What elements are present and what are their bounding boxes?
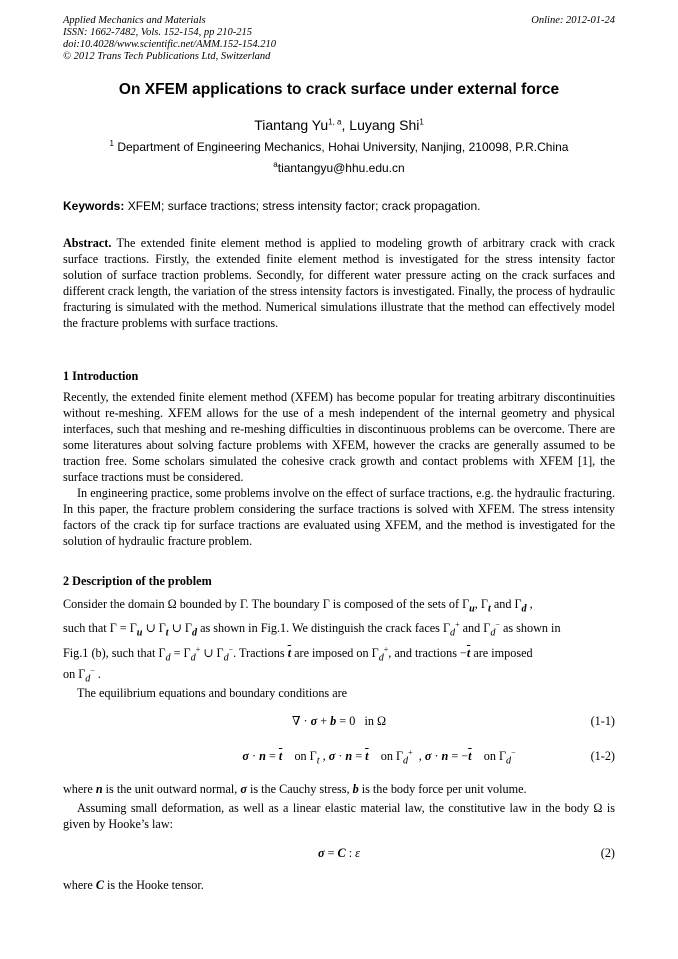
- affiliation-sup: 1: [109, 139, 114, 148]
- text-run: ∪ Γ: [142, 621, 166, 635]
- text-run: Fig.1 (b), such that Γ: [63, 646, 166, 660]
- text-run: ,: [474, 597, 481, 611]
- text-run: is the body force per unit volume.: [361, 782, 527, 796]
- superscript: −: [495, 619, 500, 629]
- intro-paragraph-1: Recently, the extended finite element method (XFEM) has become popular for treating arbitrary discontinuities without re-meshing. XFEM allows for the use of a mesh independent of the internal geometry and physical interfaces, such that meshing and re-meshing difficulties in discontinuous problems can be overcome. There are some literatures about solving facture problems with XFEM, however the cracks are generally assumed to be traction free. Some scholars simulated the cohesive crack growth and contact problems with XFEM [1], the surface tractions must be considered.: [63, 390, 615, 484]
- author-sep: ,: [341, 117, 350, 133]
- section-2-heading: 2 Description of the problem: [63, 574, 212, 588]
- equation-1-1: [63, 714, 615, 732]
- subscript: d: [450, 627, 456, 639]
- symbol-gamma: Γ: [514, 597, 522, 611]
- subscript: u: [469, 603, 475, 615]
- subscript: d: [490, 627, 496, 639]
- subscript: d: [521, 603, 527, 615]
- text-run: ∪ Γ: [168, 621, 192, 635]
- traction-symbol: $\overline{t}$: [466, 646, 471, 660]
- subscript: d: [165, 652, 171, 664]
- superscript: +: [455, 619, 460, 629]
- keywords-label: Keywords:: [63, 199, 125, 213]
- where-line-2: where C is the Hooke tensor.: [63, 878, 204, 892]
- subscript: u: [136, 627, 143, 639]
- text-run: Consider the domain Ω bounded by Γ. The boundary Γ is composed of the sets of: [63, 597, 463, 611]
- equation-2-body: σ = C : ε: [318, 846, 360, 860]
- text-run: , and tractions −: [388, 646, 467, 660]
- paper-title: On XFEM applications to crack surface under external force: [118, 81, 560, 98]
- keywords-text: XFEM; surface tractions; stress intensity factor; crack propagation.: [124, 199, 481, 213]
- text-run: and Γ: [459, 621, 491, 635]
- text-run: is the unit outward normal,: [105, 782, 238, 796]
- subscript: t: [487, 603, 491, 615]
- equation-1-1-body: ∇ · σ + b = 0 in Ω: [291, 714, 387, 728]
- equation-2: [63, 846, 615, 864]
- section-1-heading: 1 Introduction: [63, 369, 139, 383]
- problem-line-2: [63, 620, 615, 641]
- superscript: +: [195, 644, 201, 654]
- author-1: Tiantang Yu: [254, 117, 329, 133]
- abstract-label: Abstract.: [63, 236, 112, 250]
- abstract-text: The extended finite element method is applied to modeling growth of arbitrary crack with crack surface tractions. Firstly, the extended finite element method is investigated for the stress intensity factor solution of surface traction problems. Secondly, for different water pressure acting on the crack surfaces and different crack length, the variation of the stress intensity factors is investigated. Finally, the process of hydraulic fracturing is simulated with the method. Numerical simulations illustrate that the method can effectively model the fracture problems with surface tractions.: [63, 236, 615, 330]
- subscript: d: [378, 652, 384, 664]
- email-sup: a: [273, 160, 278, 169]
- equation-1-1-number: (1-1): [590, 714, 615, 728]
- text-run: are imposed on Γ: [291, 646, 379, 660]
- text-run: = Γ: [170, 646, 191, 660]
- doi-line: doi:10.4028/www.scientific.net/AMM.152-154.210: [63, 39, 276, 50]
- author-1-sup: 1, a: [328, 117, 342, 127]
- superscript: −: [90, 665, 95, 675]
- text-run: is the Cauchy stress,: [250, 782, 350, 796]
- superscript: +: [383, 644, 389, 654]
- text-run: ,: [526, 597, 533, 611]
- author-2-sup: 1: [419, 117, 424, 127]
- problem-line-3: [63, 645, 615, 666]
- keywords: [63, 199, 615, 213]
- problem-line-1: [63, 596, 615, 617]
- email-line: [0, 161, 678, 175]
- subscript: d: [85, 673, 91, 685]
- text-run: . Tractions: [233, 646, 288, 660]
- traction-symbol: $\overline{t}$: [287, 646, 292, 660]
- journal-header: [63, 15, 276, 63]
- text-run: as shown in Fig.1. We distinguish the crack faces Γ: [197, 621, 450, 635]
- symbol-gamma: Γ: [480, 597, 488, 611]
- text-run: such that Γ = Γ: [63, 621, 137, 635]
- where-line-1: where n is the unit outward normal, σ is the Cauchy stress, b is the body force per unit volume.: [63, 782, 527, 796]
- text-run: ∪ Γ: [200, 646, 224, 660]
- text-run: as shown in: [499, 621, 561, 635]
- equation-1-2: [63, 749, 615, 767]
- intro-paragraph-2: In engineering practice, some problems involve on the effect of surface tractions, e.g. the hydraulic fracturing. In this paper, the fracture problem considering the surface tractions is solved with XFEM. The stress intensity factors of the crack tip for surface tractions are evaluated using XFEM, and the method is investigated for the solution of hydraulic fracture problem.: [63, 486, 615, 548]
- author-2: Luyang Shi: [349, 117, 420, 133]
- text-run: are imposed: [470, 646, 533, 660]
- issn-line: ISSN: 1662-7482, Vols. 152-154, pp 210-215: [63, 27, 252, 38]
- author-line: [0, 117, 678, 133]
- equation-1-2-body: $\sigma \cdot n = \overline{t}$ on $\Gamma_t$ , $\sigma \cdot n = \overline{t}$ on $\Gamma_d^+$ , $\sigma \cdot n = -\overline{t}$ on $\Gamma_d^-$: [242, 747, 516, 767]
- subscript: d: [190, 652, 196, 664]
- text-run: .: [94, 667, 101, 681]
- online-date: Online: 2012-01-24: [531, 15, 615, 26]
- abstract: [63, 235, 615, 331]
- copyright-line: © 2012 Trans Tech Publications Ltd, Switzerland: [63, 51, 271, 62]
- assumption-paragraph: Assuming small deformation, as well as a linear elastic material law, the constitutive law in the body Ω is given by Hooke’s law:: [63, 801, 615, 831]
- equation-2-number: (2): [600, 846, 615, 860]
- superscript: −: [228, 644, 234, 654]
- equation-1-2-number: (1-2): [590, 749, 615, 763]
- symbol-gamma: Γ: [462, 597, 470, 611]
- email-address[interactable]: tiantangyu@hhu.edu.cn: [277, 161, 405, 175]
- text-run: on Γ: [63, 667, 86, 681]
- text-run: and: [490, 597, 515, 611]
- journal-name: Applied Mechanics and Materials: [63, 15, 206, 26]
- text-run: is the Hooke tensor.: [107, 878, 204, 892]
- subscript: d: [223, 652, 229, 664]
- subscript: d: [191, 627, 198, 639]
- affiliation-text: Department of Engineering Mechanics, Hohai University, Nanjing, 210098, P.R.China: [113, 140, 569, 154]
- subscript: t: [165, 627, 169, 639]
- equations-intro: The equilibrium equations and boundary conditions are: [77, 686, 348, 700]
- affiliation: [0, 140, 678, 154]
